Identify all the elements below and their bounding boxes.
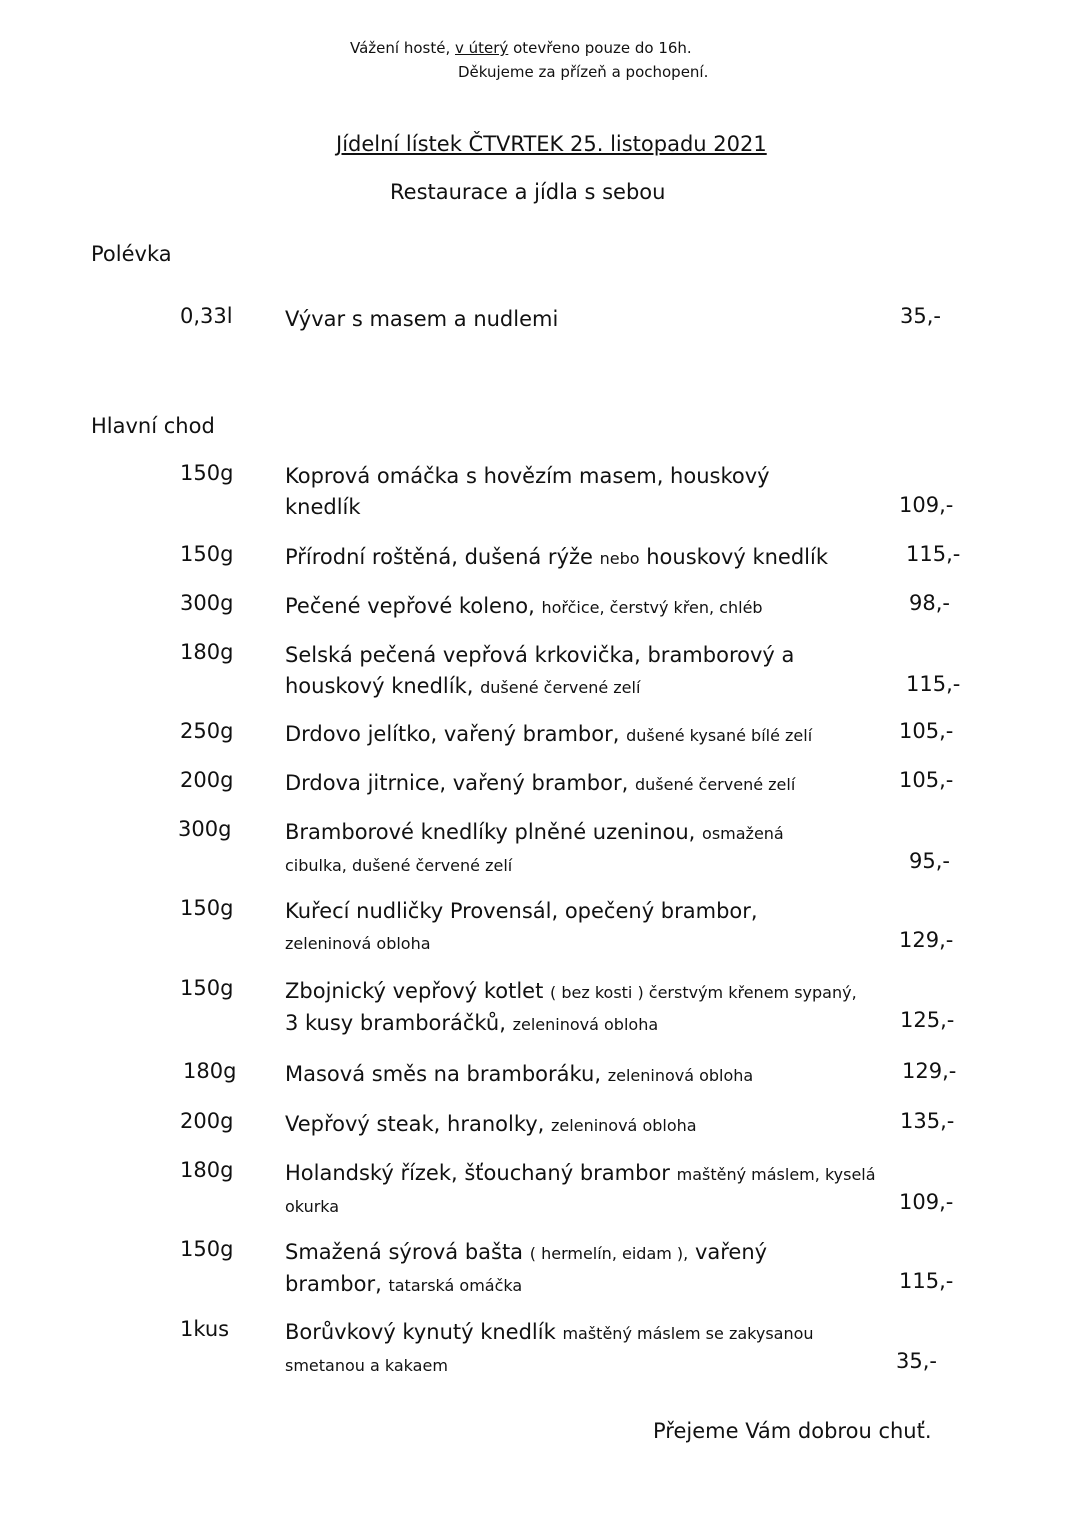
item-price: 35,- <box>900 304 941 328</box>
item-description <box>285 1059 885 1091</box>
notice-line-1-start: Vážení hosté, <box>350 39 451 57</box>
item-quantity: 300g <box>178 817 232 841</box>
item-price: 129,- <box>899 928 954 952</box>
item-connector-text: nebo <box>599 549 640 568</box>
item-quantity: 150g <box>180 896 234 920</box>
item-price: 135,- <box>900 1109 955 1133</box>
notice-line-1-end: otevřeno pouze do 16h. <box>513 39 692 57</box>
item-description <box>285 976 865 1040</box>
item-price: 115,- <box>906 542 961 566</box>
section-heading-soup: Polévka <box>91 242 172 266</box>
item-description <box>285 768 885 800</box>
item-main-text: Selská pečená vepřová krkovička, bramborový a houskový knedlík, <box>285 643 795 698</box>
notice-line-2: Děkujeme za přízeň a pochopení. <box>458 63 709 81</box>
item-quantity: 250g <box>180 719 234 743</box>
item-side-text: dušené kysané bílé zelí <box>626 726 813 745</box>
item-quantity: 300g <box>180 591 234 615</box>
item-description: Vývar s masem a nudlemi <box>285 307 559 331</box>
item-quantity: 200g <box>180 768 234 792</box>
item-side-text: osmažená cibulka, dušené červené zelí <box>285 824 784 875</box>
item-main-text: Pečené vepřové koleno, <box>285 594 535 618</box>
item-description <box>285 1317 885 1381</box>
item-quantity: 200g <box>180 1109 234 1133</box>
item-quantity: 150g <box>180 1237 234 1261</box>
item-main-text: Smažená sýrová bašta <box>285 1240 524 1264</box>
item-description <box>285 1237 825 1301</box>
item-side-text: zeleninová obloha <box>551 1116 697 1135</box>
item-side-text: dušené červené zelí <box>480 678 641 697</box>
item-main-text: Bramborové knedlíky plněné uzeninou, <box>285 820 696 844</box>
item-side-text: zeleninová obloha <box>607 1066 754 1085</box>
item-quantity: 180g <box>180 1158 234 1182</box>
item-main-text: Holandský řízek, šťouchaný brambor <box>285 1161 670 1185</box>
menu-subtitle: Restaurace a jídla s sebou <box>390 180 666 204</box>
item-main-text: Masová směs na bramboráku, <box>285 1062 602 1086</box>
item-price: 125,- <box>900 1008 955 1032</box>
closing-message: Přejeme Vám dobrou chuť. <box>653 1419 932 1443</box>
item-main-text: Kuřecí nudličky Provensál, opečený brambor, <box>285 899 758 923</box>
item-description <box>285 591 885 623</box>
item-price: 115,- <box>899 1269 954 1293</box>
item-description <box>285 542 885 574</box>
item-main-text: Přírodní roštěná, dušená rýže <box>285 545 593 569</box>
item-quantity: 150g <box>180 542 234 566</box>
item-price: 105,- <box>899 768 954 792</box>
item-price: 105,- <box>899 719 954 743</box>
item-quantity: 180g <box>183 1059 237 1083</box>
item-description <box>285 817 845 881</box>
notice-day: v úterý <box>455 39 509 57</box>
item-description <box>285 461 825 523</box>
menu-title: Jídelní lístek ČTVRTEK 25. listopadu 2021 <box>336 132 767 156</box>
item-price: 115,- <box>906 672 961 696</box>
item-price: 35,- <box>896 1349 937 1373</box>
item-quantity: 1kus <box>180 1317 230 1341</box>
item-price: 129,- <box>902 1059 957 1083</box>
item-side-text: hořčice, čerstvý křen, chléb <box>541 598 763 617</box>
notice-line-1 <box>350 36 692 60</box>
item-price: 95,- <box>909 849 950 873</box>
item-quantity: 0,33l <box>180 304 233 328</box>
item-side-text: zeleninová obloha <box>285 934 431 953</box>
item-side-text: maštěný máslem, kyselá okurka <box>285 1165 876 1216</box>
item-price: 109,- <box>899 493 954 517</box>
item-description <box>285 1109 885 1141</box>
item-side-text: dušené červené zelí <box>634 775 796 794</box>
item-note-text: ( bez kosti ) čerstvým křenem sypaný, <box>550 983 857 1002</box>
item-main-text-2: 3 kusy bramboráčků, <box>285 1011 506 1035</box>
item-quantity: 150g <box>180 461 234 485</box>
item-quantity: 180g <box>180 640 234 664</box>
item-side-text: zeleninová obloha <box>512 1015 659 1034</box>
item-description <box>285 1158 885 1222</box>
item-quantity: 150g <box>180 976 234 1000</box>
item-price: 98,- <box>909 591 950 615</box>
item-main-text: Drdovo jelítko, vařený brambor, <box>285 722 620 746</box>
item-description <box>285 719 885 751</box>
item-main-text-2: houskový knedlík <box>646 545 829 569</box>
item-main-text: Drdova jitrnice, vařený brambor, <box>285 771 629 795</box>
item-description <box>285 896 825 959</box>
item-main-text: Borůvkový kynutý knedlík <box>285 1320 556 1344</box>
section-heading-main: Hlavní chod <box>91 414 215 438</box>
item-main-text: Koprová omáčka s hovězím masem, houskový knedlík <box>285 464 770 519</box>
item-main-text: Vepřový steak, hranolky, <box>285 1112 545 1136</box>
item-side-text: maštěný máslem se zakysanou smetanou a kakaem <box>285 1324 814 1375</box>
item-price: 109,- <box>899 1190 954 1214</box>
item-description <box>285 640 825 703</box>
item-side-text: tatarská omáčka <box>388 1276 523 1295</box>
item-main-text-2: vařený brambor, <box>285 1240 768 1296</box>
item-main-text: Zbojnický vepřový kotlet <box>285 979 544 1003</box>
item-note-text: ( hermelín, eidam ), <box>529 1244 689 1263</box>
